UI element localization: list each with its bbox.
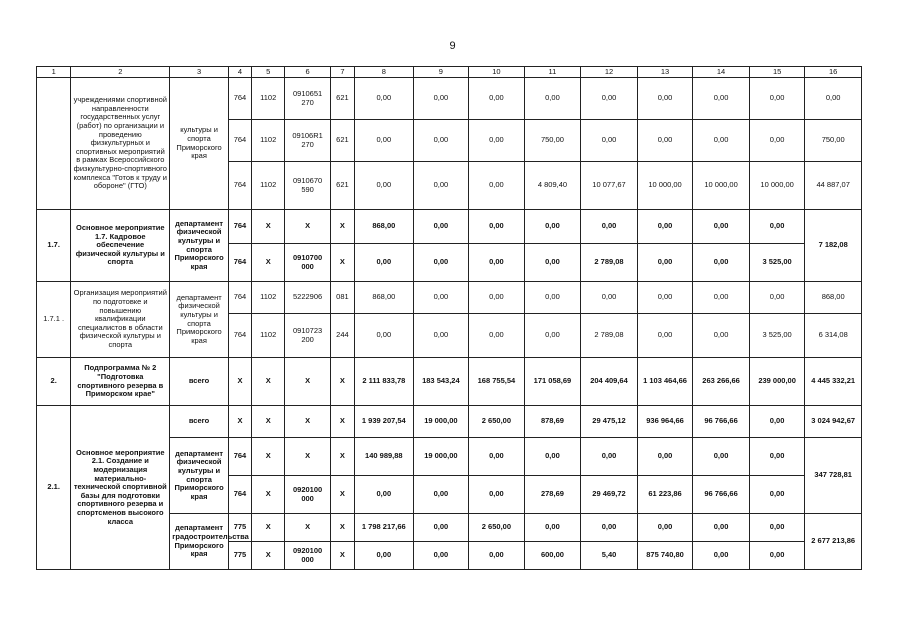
cell: X	[285, 406, 330, 438]
cell: 183 543,24	[413, 358, 469, 406]
cell: 0,00	[637, 210, 693, 244]
cell: 764	[228, 476, 251, 514]
cell: X	[228, 406, 251, 438]
cell: 0,00	[469, 210, 525, 244]
cell: 96 766,66	[693, 476, 750, 514]
cell: X	[330, 514, 354, 542]
executor: департамент физической культуры и спорта Приморского края	[170, 438, 229, 514]
cell: 868,00	[355, 282, 414, 314]
header-cell: 7	[330, 67, 354, 78]
cell: 750,00	[805, 120, 862, 162]
cell: 0,00	[469, 476, 525, 514]
header-cell: 10	[469, 67, 525, 78]
cell: 0920100 000	[285, 476, 330, 514]
measure-name: Организация мероприятий по подготовке и повышению квалификации специалистов в области физической культуры и спорта	[71, 282, 170, 358]
cell: 1 798 217,66	[355, 514, 414, 542]
cell: 0,00	[581, 78, 638, 120]
page-number: 9	[449, 40, 456, 52]
cell: 875 740,80	[637, 542, 693, 570]
cell: 44 887,07	[805, 162, 862, 210]
row-number: 1.7.1 .	[37, 282, 71, 358]
cell: 10 000,00	[749, 162, 805, 210]
cell: 0,00	[524, 210, 581, 244]
total-cell: 347 728,81	[805, 438, 862, 514]
cell: 0,00	[524, 282, 581, 314]
cell: 0,00	[805, 78, 862, 120]
header-cell: 8	[355, 67, 414, 78]
executor: культуры и спорта Приморского края	[170, 78, 229, 210]
cell: 0,00	[413, 282, 469, 314]
cell: 0,00	[749, 476, 805, 514]
executor: всего	[170, 358, 229, 406]
cell: X	[252, 210, 285, 244]
cell: 0,00	[749, 406, 805, 438]
cell: 2 789,08	[581, 244, 638, 282]
header-cell: 11	[524, 67, 581, 78]
cell: 0,00	[637, 282, 693, 314]
cell: 10 000,00	[637, 162, 693, 210]
cell: 0,00	[469, 542, 525, 570]
measure-name: Основное мероприятие 1.7. Кадровое обеспечение физической культуры и спорта	[71, 210, 170, 282]
executor: департамент физической культуры и спорта Приморского края	[170, 282, 229, 358]
cell: 936 964,66	[637, 406, 693, 438]
cell: 2 111 833,78	[355, 358, 414, 406]
cell: 0,00	[637, 120, 693, 162]
cell: 764	[228, 162, 251, 210]
measure-name: Основное мероприятие 2.1. Создание и модернизация материально-технической спортивной базы для подготовки спортивного резерва и спортсменов высокого класса	[71, 406, 170, 570]
header-cell: 16	[805, 67, 862, 78]
header-cell: 1	[37, 67, 71, 78]
cell: 0,00	[413, 476, 469, 514]
cell: X	[252, 438, 285, 476]
cell: X	[330, 438, 354, 476]
executor: всего	[170, 406, 229, 438]
cell: 61 223,86	[637, 476, 693, 514]
cell: 0,00	[524, 438, 581, 476]
cell: 0,00	[469, 438, 525, 476]
cell: X	[330, 210, 354, 244]
measure-name: Подпрограмма № 2 "Подготовка спортивного резерва в Приморском крае"	[71, 358, 170, 406]
cell: 0,00	[693, 120, 750, 162]
cell: 0,00	[355, 314, 414, 358]
cell: 0,00	[469, 120, 525, 162]
cell: 0,00	[524, 78, 581, 120]
cell: 0,00	[637, 244, 693, 282]
cell: X	[330, 358, 354, 406]
cell: X	[228, 358, 251, 406]
cell: X	[252, 244, 285, 282]
row-number: 2.1.	[37, 406, 71, 570]
row-number: 1.7.	[37, 210, 71, 282]
cell: 0910700 000	[285, 244, 330, 282]
cell: 0,00	[524, 314, 581, 358]
table-row	[37, 406, 862, 438]
cell: 0,00	[749, 78, 805, 120]
cell: 878,69	[524, 406, 581, 438]
cell: 263 266,66	[693, 358, 750, 406]
cell: 0,00	[637, 514, 693, 542]
cell: 081	[330, 282, 354, 314]
cell: 0,00	[693, 78, 750, 120]
cell: X	[285, 438, 330, 476]
cell: X	[330, 244, 354, 282]
cell: 0,00	[524, 514, 581, 542]
cell: 0,00	[355, 120, 414, 162]
header-cell: 3	[170, 67, 229, 78]
cell: 2 789,08	[581, 314, 638, 358]
cell: 621	[330, 162, 354, 210]
header-cell: 9	[413, 67, 469, 78]
cell: 764	[228, 438, 251, 476]
cell: 0,00	[355, 162, 414, 210]
cell: 0,00	[413, 514, 469, 542]
table-row	[37, 358, 862, 406]
cell: X	[330, 542, 354, 570]
cell: 1 103 464,66	[637, 358, 693, 406]
cell: 0,00	[469, 314, 525, 358]
cell: X	[252, 358, 285, 406]
cell: 0910723 200	[285, 314, 330, 358]
cell: 0,00	[693, 438, 750, 476]
cell: 0,00	[413, 542, 469, 570]
cell: X	[330, 476, 354, 514]
cell: 0,00	[413, 244, 469, 282]
cell: 171 058,69	[524, 358, 581, 406]
cell: 19 000,00	[413, 406, 469, 438]
cell: 0,00	[637, 314, 693, 358]
header-cell: 12	[581, 67, 638, 78]
cell: 764	[228, 314, 251, 358]
cell: 0,00	[524, 244, 581, 282]
total-cell: 7 182,08	[805, 210, 862, 282]
cell: X	[252, 406, 285, 438]
cell: X	[252, 476, 285, 514]
cell: 0,00	[355, 542, 414, 570]
cell: 2 650,00	[469, 514, 525, 542]
cell: 775	[228, 514, 251, 542]
cell: 96 766,66	[693, 406, 750, 438]
cell: 0,00	[413, 120, 469, 162]
cell: X	[285, 210, 330, 244]
header-cell: 15	[749, 67, 805, 78]
cell: 0,00	[355, 78, 414, 120]
cell: 5222906	[285, 282, 330, 314]
cell: 1102	[252, 314, 285, 358]
cell: 764	[228, 120, 251, 162]
cell: 0,00	[469, 78, 525, 120]
cell: 0,00	[693, 542, 750, 570]
cell: 0,00	[693, 282, 750, 314]
executor: департамент физической культуры и спорта Приморского края	[170, 210, 229, 282]
cell: 0,00	[355, 244, 414, 282]
cell: X	[285, 358, 330, 406]
cell: 0,00	[355, 476, 414, 514]
cell: 764	[228, 78, 251, 120]
cell: 764	[228, 210, 251, 244]
cell: 0,00	[749, 210, 805, 244]
header-cell: 5	[252, 67, 285, 78]
cell: 0,00	[749, 438, 805, 476]
cell: 29 475,12	[581, 406, 638, 438]
table-row	[37, 78, 862, 120]
cell: 09106R1 270	[285, 120, 330, 162]
cell: 1102	[252, 120, 285, 162]
cell: 29 469,72	[581, 476, 638, 514]
cell: 239 000,00	[749, 358, 805, 406]
cell: 10 077,67	[581, 162, 638, 210]
cell: 0,00	[413, 78, 469, 120]
cell: 1102	[252, 78, 285, 120]
cell: 0,00	[581, 210, 638, 244]
executor: департамент градостроительства Приморского края	[170, 514, 229, 570]
row-number: 2.	[37, 358, 71, 406]
cell: 6 314,08	[805, 314, 862, 358]
cell: 0,00	[749, 542, 805, 570]
table-row	[37, 210, 862, 244]
cell: 244	[330, 314, 354, 358]
cell: 0920100 000	[285, 542, 330, 570]
cell: 0,00	[693, 314, 750, 358]
cell: 775	[228, 542, 251, 570]
cell: 621	[330, 78, 354, 120]
cell: 0,00	[749, 282, 805, 314]
cell: 1102	[252, 162, 285, 210]
header-cell: 6	[285, 67, 330, 78]
cell: 1 939 207,54	[355, 406, 414, 438]
cell: 0,00	[469, 244, 525, 282]
cell: 4 445 332,21	[805, 358, 862, 406]
cell: 5,40	[581, 542, 638, 570]
cell: X	[252, 542, 285, 570]
cell: 0,00	[637, 78, 693, 120]
cell: 0,00	[637, 438, 693, 476]
cell: 0910651 270	[285, 78, 330, 120]
cell: 0,00	[749, 514, 805, 542]
cell: X	[252, 514, 285, 542]
budget-table	[36, 66, 862, 570]
cell: 0,00	[749, 120, 805, 162]
cell: 0,00	[413, 314, 469, 358]
cell: 2 650,00	[469, 406, 525, 438]
cell: 1102	[252, 282, 285, 314]
measure-name: учреждениями спортивной направленности государственных услуг (работ) по организации и проведению физкультурных и спортивных мероприятий в рамках Всероссийского физкультурно-спортивного комплекса "Готов к труду и обороне" (ГТО)	[71, 78, 170, 210]
cell: 0,00	[581, 282, 638, 314]
total-cell: 2 677 213,86	[805, 514, 862, 570]
cell: 868,00	[805, 282, 862, 314]
cell: 168 755,54	[469, 358, 525, 406]
cell: 4 809,40	[524, 162, 581, 210]
header-cell: 14	[693, 67, 750, 78]
cell: 0,00	[693, 244, 750, 282]
cell: 0,00	[693, 514, 750, 542]
cell: 0,00	[581, 514, 638, 542]
cell: 0,00	[693, 210, 750, 244]
cell: 0910670 590	[285, 162, 330, 210]
cell: 0,00	[413, 162, 469, 210]
cell: 0,00	[469, 162, 525, 210]
cell: 278,69	[524, 476, 581, 514]
header-cell: 4	[228, 67, 251, 78]
cell: 3 024 942,67	[805, 406, 862, 438]
cell: 600,00	[524, 542, 581, 570]
cell: 0,00	[581, 438, 638, 476]
cell: 0,00	[581, 120, 638, 162]
header-row	[37, 67, 862, 78]
cell: 3 525,00	[749, 314, 805, 358]
cell: 3 525,00	[749, 244, 805, 282]
cell: 764	[228, 282, 251, 314]
cell: 621	[330, 120, 354, 162]
cell: 10 000,00	[693, 162, 750, 210]
cell: 0,00	[413, 210, 469, 244]
header-cell: 13	[637, 67, 693, 78]
cell: 19 000,00	[413, 438, 469, 476]
cell: X	[285, 514, 330, 542]
cell: 204 409,64	[581, 358, 638, 406]
row-number	[37, 78, 71, 210]
cell: 868,00	[355, 210, 414, 244]
table-row	[37, 282, 862, 314]
cell: 140 989,88	[355, 438, 414, 476]
cell: 750,00	[524, 120, 581, 162]
cell: 764	[228, 244, 251, 282]
cell: 0,00	[469, 282, 525, 314]
header-cell: 2	[71, 67, 170, 78]
cell: X	[330, 406, 354, 438]
